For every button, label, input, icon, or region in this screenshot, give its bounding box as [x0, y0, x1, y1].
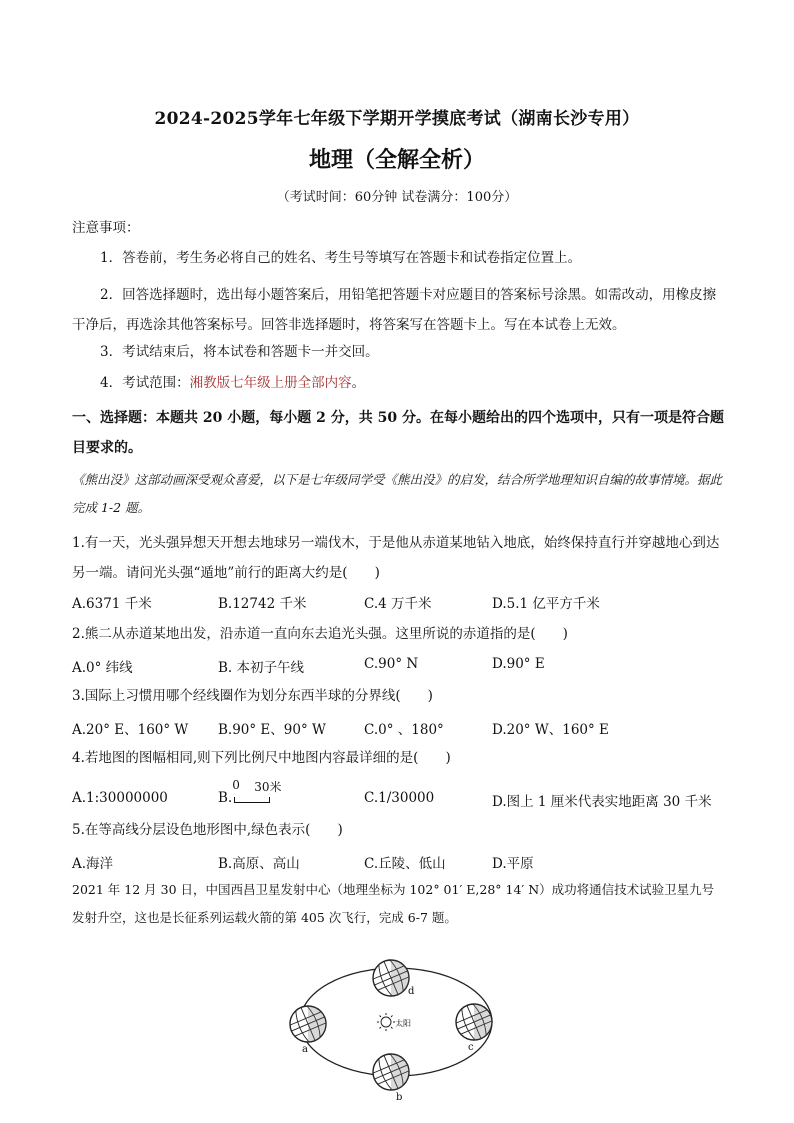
option-a: A.6371 千米 [72, 596, 152, 612]
notice-item-4-suffix: 。 [351, 375, 366, 391]
option-b: B.高原、高山 [218, 856, 300, 872]
notice-item-4-prefix: 4．考试范围： [100, 375, 190, 391]
exam-title: 2024-2025学年七年级下学期开学摸底考试（湖南长沙专用） [154, 109, 640, 129]
option-c: C.0° 、180° [364, 722, 444, 738]
option-c: C.90° N [364, 656, 419, 672]
option-d: D.20° W、160° E [492, 722, 609, 738]
option-d: D.5.1 亿平方千米 [492, 596, 600, 612]
notice-item-1: 1．答卷前，考生务必将自己的姓名、考生号等填写在答题卡和试卷指定位置上。 [100, 250, 582, 266]
exam-subtitle: 地理（全解全析） [308, 147, 485, 173]
notice-heading: 注意事项： [72, 220, 140, 236]
question-5-stem: 5.在等高线分层设色地形图中,绿色表示( ) [72, 822, 343, 838]
option-d: D.平原 [492, 856, 534, 872]
earth-orbit-figure [276, 948, 516, 1118]
option-b: B.12742 千米 [218, 596, 307, 612]
question-4-stem: 4.若地图的图幅相同,则下列比例尺中地图内容最详细的是( ) [72, 750, 451, 766]
question-2-stem: 2.熊二从赤道某地出发，沿赤道一直向东去追光头强。这里所说的赤道指的是( ) [72, 626, 568, 642]
option-c: C.丘陵、低山 [364, 856, 446, 872]
option-d: D.图上 1 厘米代表实地距离 30 千米 [492, 794, 712, 810]
intro-text-2: 2021 年 12 月 30 日，中国西昌卫星发射中心（地理坐标为 102° 01′ E,28° 14′ N）成功将通信技术试验卫星九号发射升空，这也是长征系列运载火箭的第 405 次飞行，完成 6-7 题。 [72, 882, 715, 925]
label-b: b [396, 1092, 403, 1103]
scale-zero: 0 [232, 778, 240, 792]
label-c: c [468, 1042, 474, 1053]
intro-text-1: 《熊出没》这部动画深受观众喜爱，以下是七年级同学受《熊出没》的启发，结合所学地理知识自编的故事情境。据此完成 1-2 题。 [72, 472, 723, 515]
option-a: A.海洋 [72, 856, 114, 872]
notice-item-2: 2．回答选择题时，选出每小题答案后，用铅笔把答题卡对应题目的答案标号涂黑。如需改动，用橡皮擦干净后，再选涂其他答案标号。回答非选择题时，将答案写在答题卡上。写在本试卷上无效。 [72, 287, 717, 333]
option-b: B.90° E、90° W [218, 722, 326, 738]
option-a: A.20° E、160° W [72, 722, 189, 738]
sun-icon [377, 1013, 395, 1031]
earth-globe-icon [450, 998, 497, 1045]
sun-label: 太阳 [395, 1019, 411, 1028]
notice-item-4 [72, 373, 724, 393]
earth-globe-icon [367, 1048, 414, 1095]
option-b-scale [218, 778, 282, 806]
option-c: C.1/30000 [364, 790, 435, 806]
label-d: d [408, 986, 415, 997]
option-b: B. [218, 790, 233, 806]
option-c: C.4 万千米 [364, 596, 432, 612]
question-3-stem: 3.国际上习惯用哪个经线圈作为划分东西半球的分界线( ) [72, 688, 433, 704]
option-a: A.0° 纬线 [72, 660, 133, 676]
label-a: a [302, 1044, 308, 1055]
exam-range: 湘教版七年级上册全部内容 [189, 375, 352, 391]
earth-globe-icon [284, 1000, 331, 1047]
option-b: B. 本初子午线 [218, 660, 305, 676]
scale-label: 30米 [254, 780, 282, 794]
exam-info: （考试时间：60分钟 试卷满分：100分） [276, 190, 518, 205]
option-a: A.1:30000000 [72, 790, 168, 806]
question-1-stem: 1.有一天，光头强异想天开想去地球另一端伐木，于是他从赤道某地钻入地底，始终保持直行并穿越地心到达另一端。请问光头强“遁地”前行的距离大约是( ) [72, 535, 720, 581]
section-heading: 一、选择题：本题共 20 小题，每小题 2 分，共 50 分。在每小题给出的四个选项中，只有一项是符合题目要求的。 [72, 410, 724, 456]
scale-bar-icon [232, 778, 282, 804]
notice-item-3: 3．考试结束后，将本试卷和答题卡一并交回。 [100, 344, 379, 360]
option-d: D.90° E [492, 656, 545, 672]
